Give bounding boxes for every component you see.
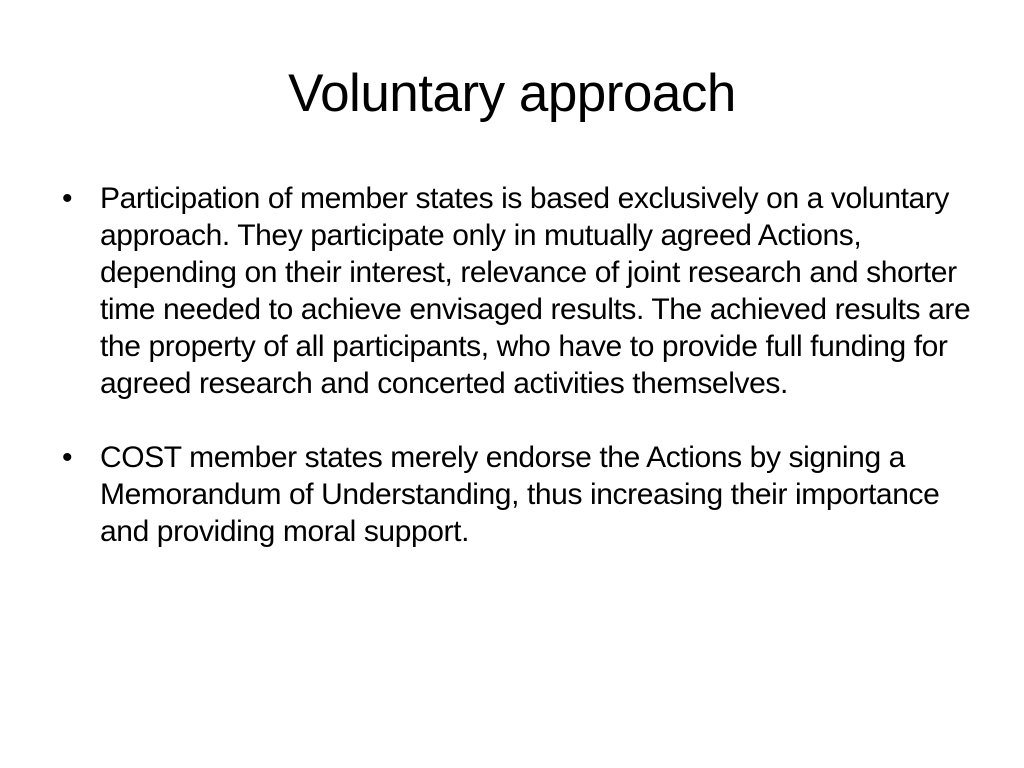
bullet-item (62, 180, 972, 402)
bullet-list (62, 180, 972, 550)
slide-title: Voluntary approach (288, 64, 736, 123)
bullet-icon: • (62, 182, 73, 215)
bullet-item (62, 439, 972, 550)
bullet-text: Participation of member states is based exclusively on a voluntary approach. They participate only in mutually agreed Actions, depending on their interest, relevance of joint research and shorter time needed to achieve envisaged results. The achieved results are the property of all participants, who have to provide full funding for agreed research and concerted activities themselves. (100, 182, 971, 400)
bullet-text: COST member states merely endorse the Actions by signing a Memorandum of Understanding, thus increasing their importance and providing moral support. (100, 441, 940, 548)
bullet-icon: • (62, 441, 73, 474)
